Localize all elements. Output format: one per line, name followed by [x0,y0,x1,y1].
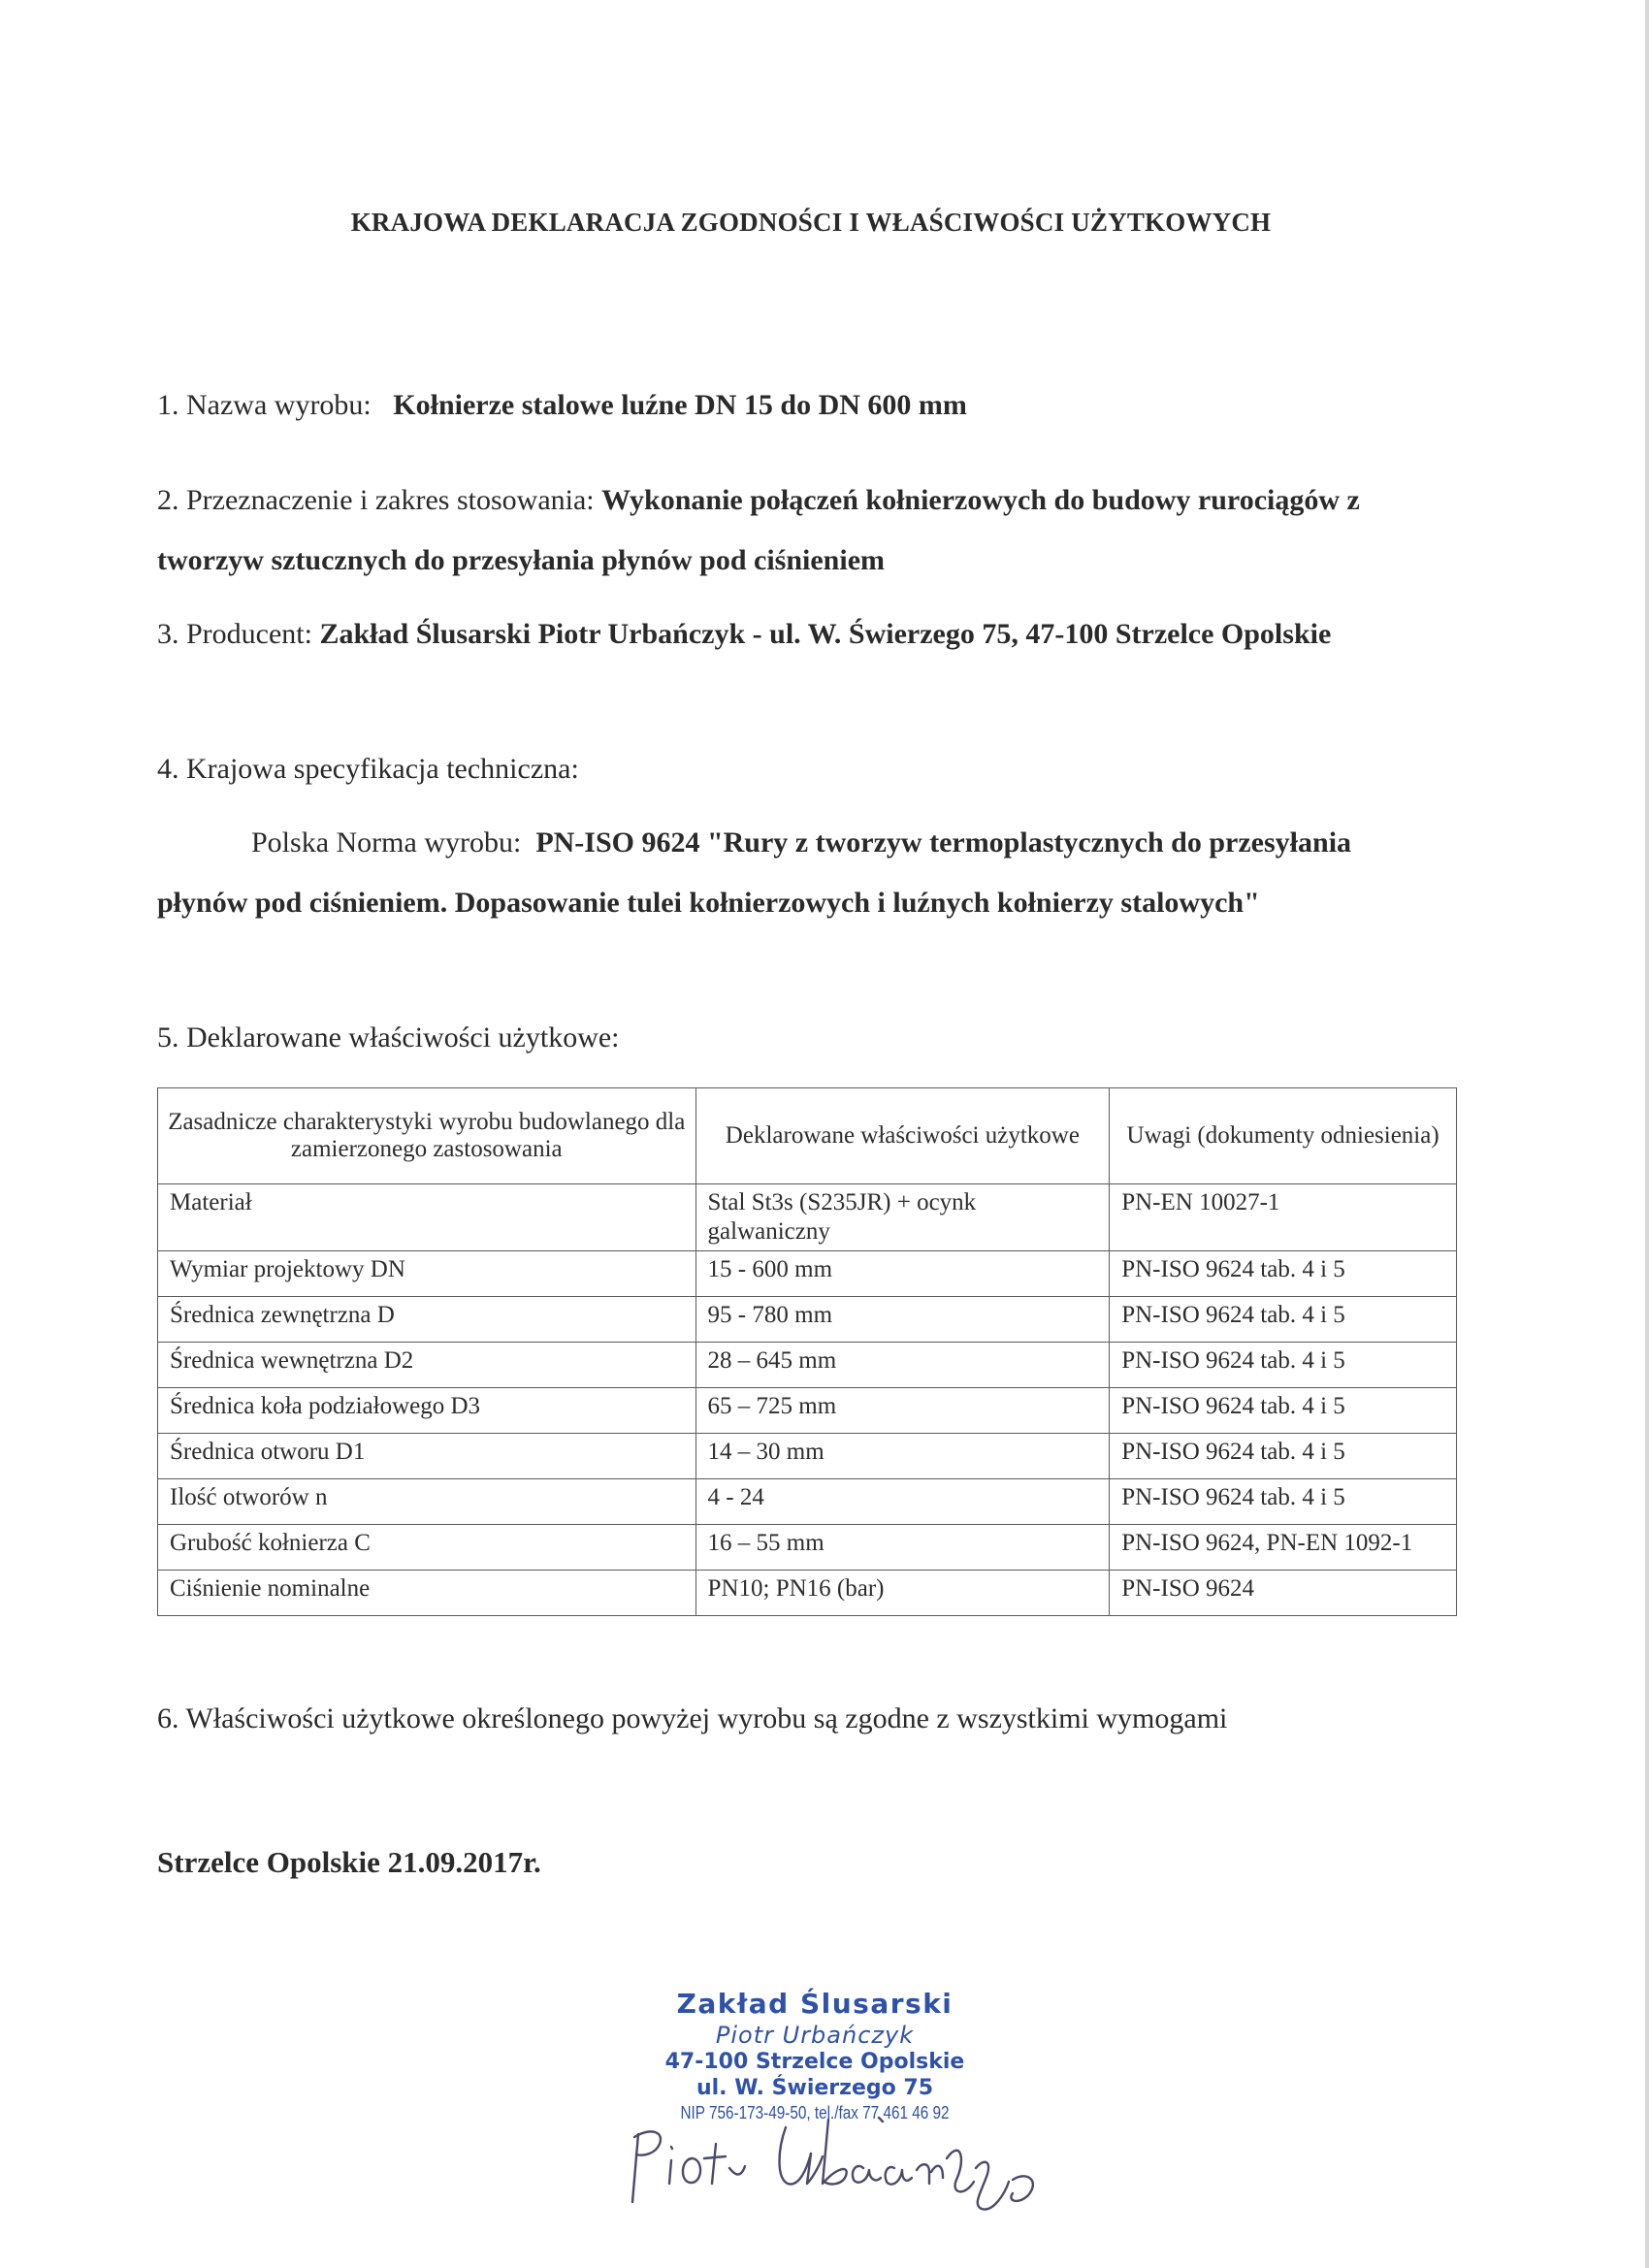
header-declared-properties: Deklarowane właściwości użytkowe [695,1088,1110,1184]
cell-value: PN10; PN16 (bar) [695,1571,1110,1616]
producer-label: 3. Producent: [157,618,312,650]
producer-value: Zakład Ślusarski Piotr Urbańczyk - ul. W. Świerzego 75, 47-100 Strzelce Opolskie [319,618,1332,650]
stamp-company-name: Zakład Ślusarski [676,1988,954,2020]
intended-use-value: Wykonanie połączeń kołnierzowych do budowy rurociągów z tworzyw sztucznych do przesyłania płynów pod ciśnieniem [157,484,1360,576]
item-producer [157,604,1379,664]
standard-label: Polska Norma wyrobu: [251,826,522,859]
cell-characteristic: Ciśnienie nominalne [158,1571,696,1616]
cell-value: 14 – 30 mm [695,1434,1110,1479]
standard-value: PN-ISO 9624 "Rury z tworzyw termoplastycznych do przesyłania płynów pod ciśnieniem. Dopasowanie tulei kołnierzowych i luźnych kołnierzy stalowych" [157,826,1352,919]
cell-reference: PN-ISO 9624 tab. 4 i 5 [1110,1434,1457,1479]
table-row [158,1251,1457,1297]
item-intended-use [157,470,1379,591]
item-conformity-statement: 6. Właściwości użytkowe określonego powyżej wyrobu są zgodne z wszystkimi wymogami [157,1702,1228,1734]
table-row [158,1434,1457,1479]
table-row [158,1525,1457,1571]
product-name-label: 1. Nazwa wyrobu: [157,389,372,421]
properties-table [157,1087,1457,1616]
page-edge [1645,0,1649,2268]
cell-value: 28 – 645 mm [695,1343,1110,1388]
header-remarks: Uwagi (dokumenty odniesienia) [1110,1088,1457,1184]
stamp-owner-name: Piotr Urbańczyk [715,2022,915,2049]
cell-value: 4 - 24 [695,1479,1110,1525]
table-row [158,1297,1457,1343]
product-name-value: Kołnierze stalowe luźne DN 15 do DN 600 mm [393,389,967,421]
handwritten-signature [621,2100,1106,2217]
intended-use-label: 2. Przeznaczenie i zakres stosowania: [157,484,595,516]
cell-characteristic: Materiał [158,1184,696,1251]
cell-value: 65 – 725 mm [695,1388,1110,1434]
cell-reference: PN-EN 10027-1 [1110,1184,1457,1251]
stamp-tax-contact: NIP 756-173-49-50, tel./fax 77 461 46 92 [680,2103,950,2122]
header-characteristics: Zasadnicze charakterystyki wyrobu budowlanego dla zamierzonego zastosowania [158,1088,696,1184]
table-row [158,1479,1457,1525]
cell-reference: PN-ISO 9624 tab. 4 i 5 [1110,1343,1457,1388]
cell-characteristic: Ilość otworów n [158,1479,696,1525]
cell-value: 16 – 55 mm [695,1525,1110,1571]
cell-characteristic: Średnica zewnętrzna D [158,1297,696,1343]
cell-reference: PN-ISO 9624 tab. 4 i 5 [1110,1251,1457,1297]
cell-reference: PN-ISO 9624 tab. 4 i 5 [1110,1388,1457,1434]
cell-value: Stal St3s (S235JR) + ocynk galwaniczny [695,1184,1110,1251]
document-title: KRAJOWA DEKLARACJA ZGODNOŚCI I WŁAŚCIWOŚCI UŻYTKOWYCH [350,208,1272,237]
cell-characteristic: Średnica koła podziałowego D3 [158,1388,696,1434]
place-and-date: Strzelce Opolskie 21.09.2017r. [157,1845,541,1879]
table-row [158,1388,1457,1434]
cell-characteristic: Średnica otworu D1 [158,1434,696,1479]
item-declared-properties: 5. Deklarowane właściwości użytkowe: [157,1021,620,1053]
cell-characteristic: Wymiar projektowy DN [158,1251,696,1297]
cell-value: 95 - 780 mm [695,1297,1110,1343]
item-standard [157,813,1379,933]
stamp-city: 47-100 Strzelce Opolskie [664,2050,965,2074]
cell-reference: PN-ISO 9624, PN-EN 1092-1 [1110,1525,1457,1571]
stamp-street: ul. W. Świerzego 75 [695,2076,934,2100]
cell-reference: PN-ISO 9624 tab. 4 i 5 [1110,1479,1457,1525]
cell-characteristic: Średnica wewnętrzna D2 [158,1343,696,1388]
item-product-name [157,375,1379,436]
cell-value: 15 - 600 mm [695,1251,1110,1297]
table-row [158,1184,1457,1251]
cell-characteristic: Grubość kołnierza C [158,1525,696,1571]
table-row [158,1343,1457,1388]
table-header-row [158,1088,1457,1184]
cell-reference: PN-ISO 9624 tab. 4 i 5 [1110,1297,1457,1343]
table-row [158,1571,1457,1616]
cell-reference: PN-ISO 9624 [1110,1571,1457,1616]
item-specification: 4. Krajowa specyfikacja techniczna: [157,753,579,785]
